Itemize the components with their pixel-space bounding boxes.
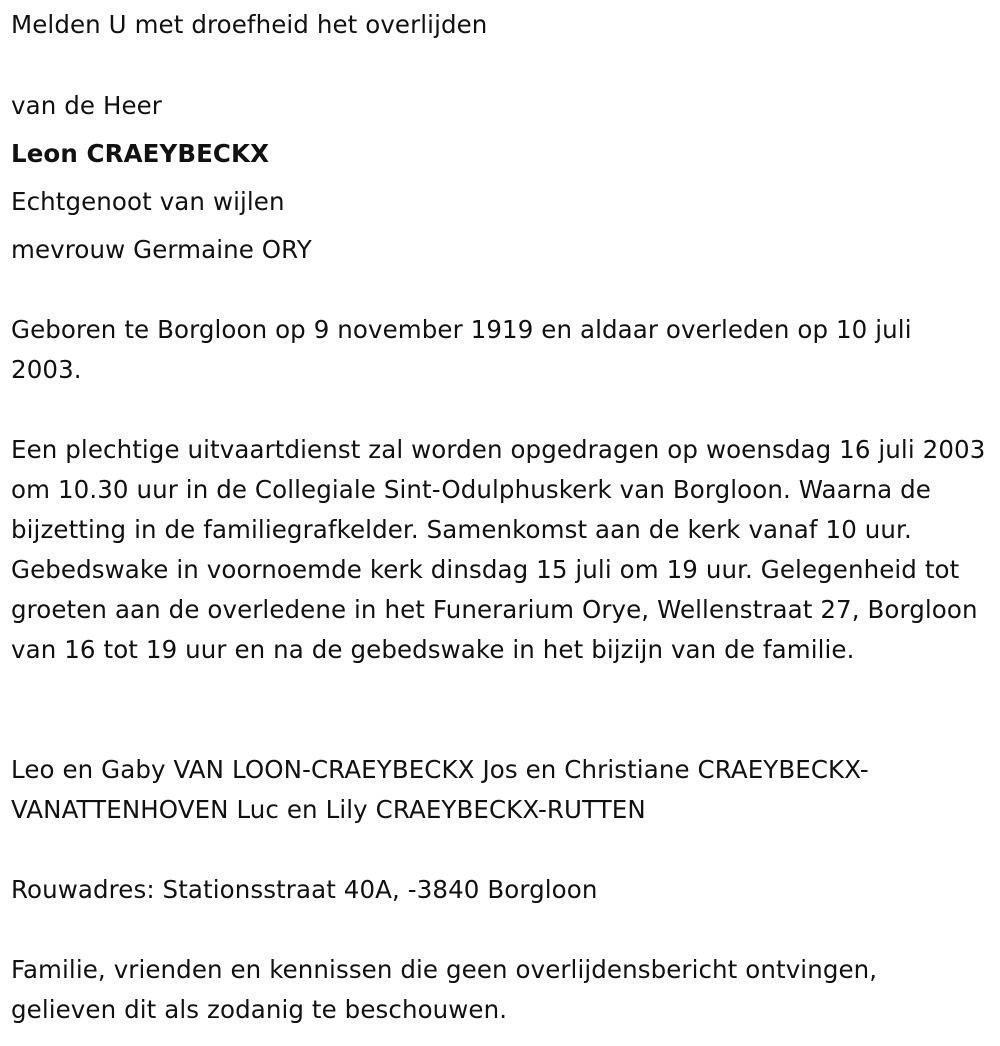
intro-text: Melden U met droefheid het overlijden xyxy=(11,10,488,39)
closing-paragraph: Familie, vrienden en kennissen die geen overlijdensbericht ontvingen, gelieven dit als zodanig te beschouwen. xyxy=(11,955,878,1024)
deceased-name: Leon CRAEYBECKX xyxy=(11,139,270,168)
family-paragraph: Leo en Gaby VAN LOON-CRAEYBECKX Jos en Christiane CRAEYBECKX-VANATTENHOVEN Luc en Lily CRAEYBECKX-RUTTEN xyxy=(11,755,869,824)
spouse-label: Echtgenoot van wijlen xyxy=(11,187,285,216)
funeral-details-paragraph: Een plechtige uitvaartdienst zal worden opgedragen op woensdag 16 juli 2003 om 10.30 uur in de Collegiale Sint-Odulphuskerk van Borgloon. Waarna de bijzetting in de familiegrafkelder. Samenkomst aan de kerk vanaf 10 uur. Gebedswake in voornoemde kerk dinsdag 15 juli om 19 uur. Gelegenheid tot groeten aan de overledene in het Funerarium Orye, Wellenstraat 27, Borgloon van 16 tot 19 uur en na de gebedswake in het bijzijn van de familie. xyxy=(11,435,986,664)
birth-death-paragraph: Geboren te Borgloon op 9 november 1919 en aldaar overleden op 10 juli 2003. xyxy=(11,315,912,384)
title-line: van de Heer xyxy=(11,91,162,120)
spouse-name: mevrouw Germaine ORY xyxy=(11,235,312,264)
address-paragraph: Rouwadres: Stationsstraat 40A, -3840 Borgloon xyxy=(11,875,598,904)
